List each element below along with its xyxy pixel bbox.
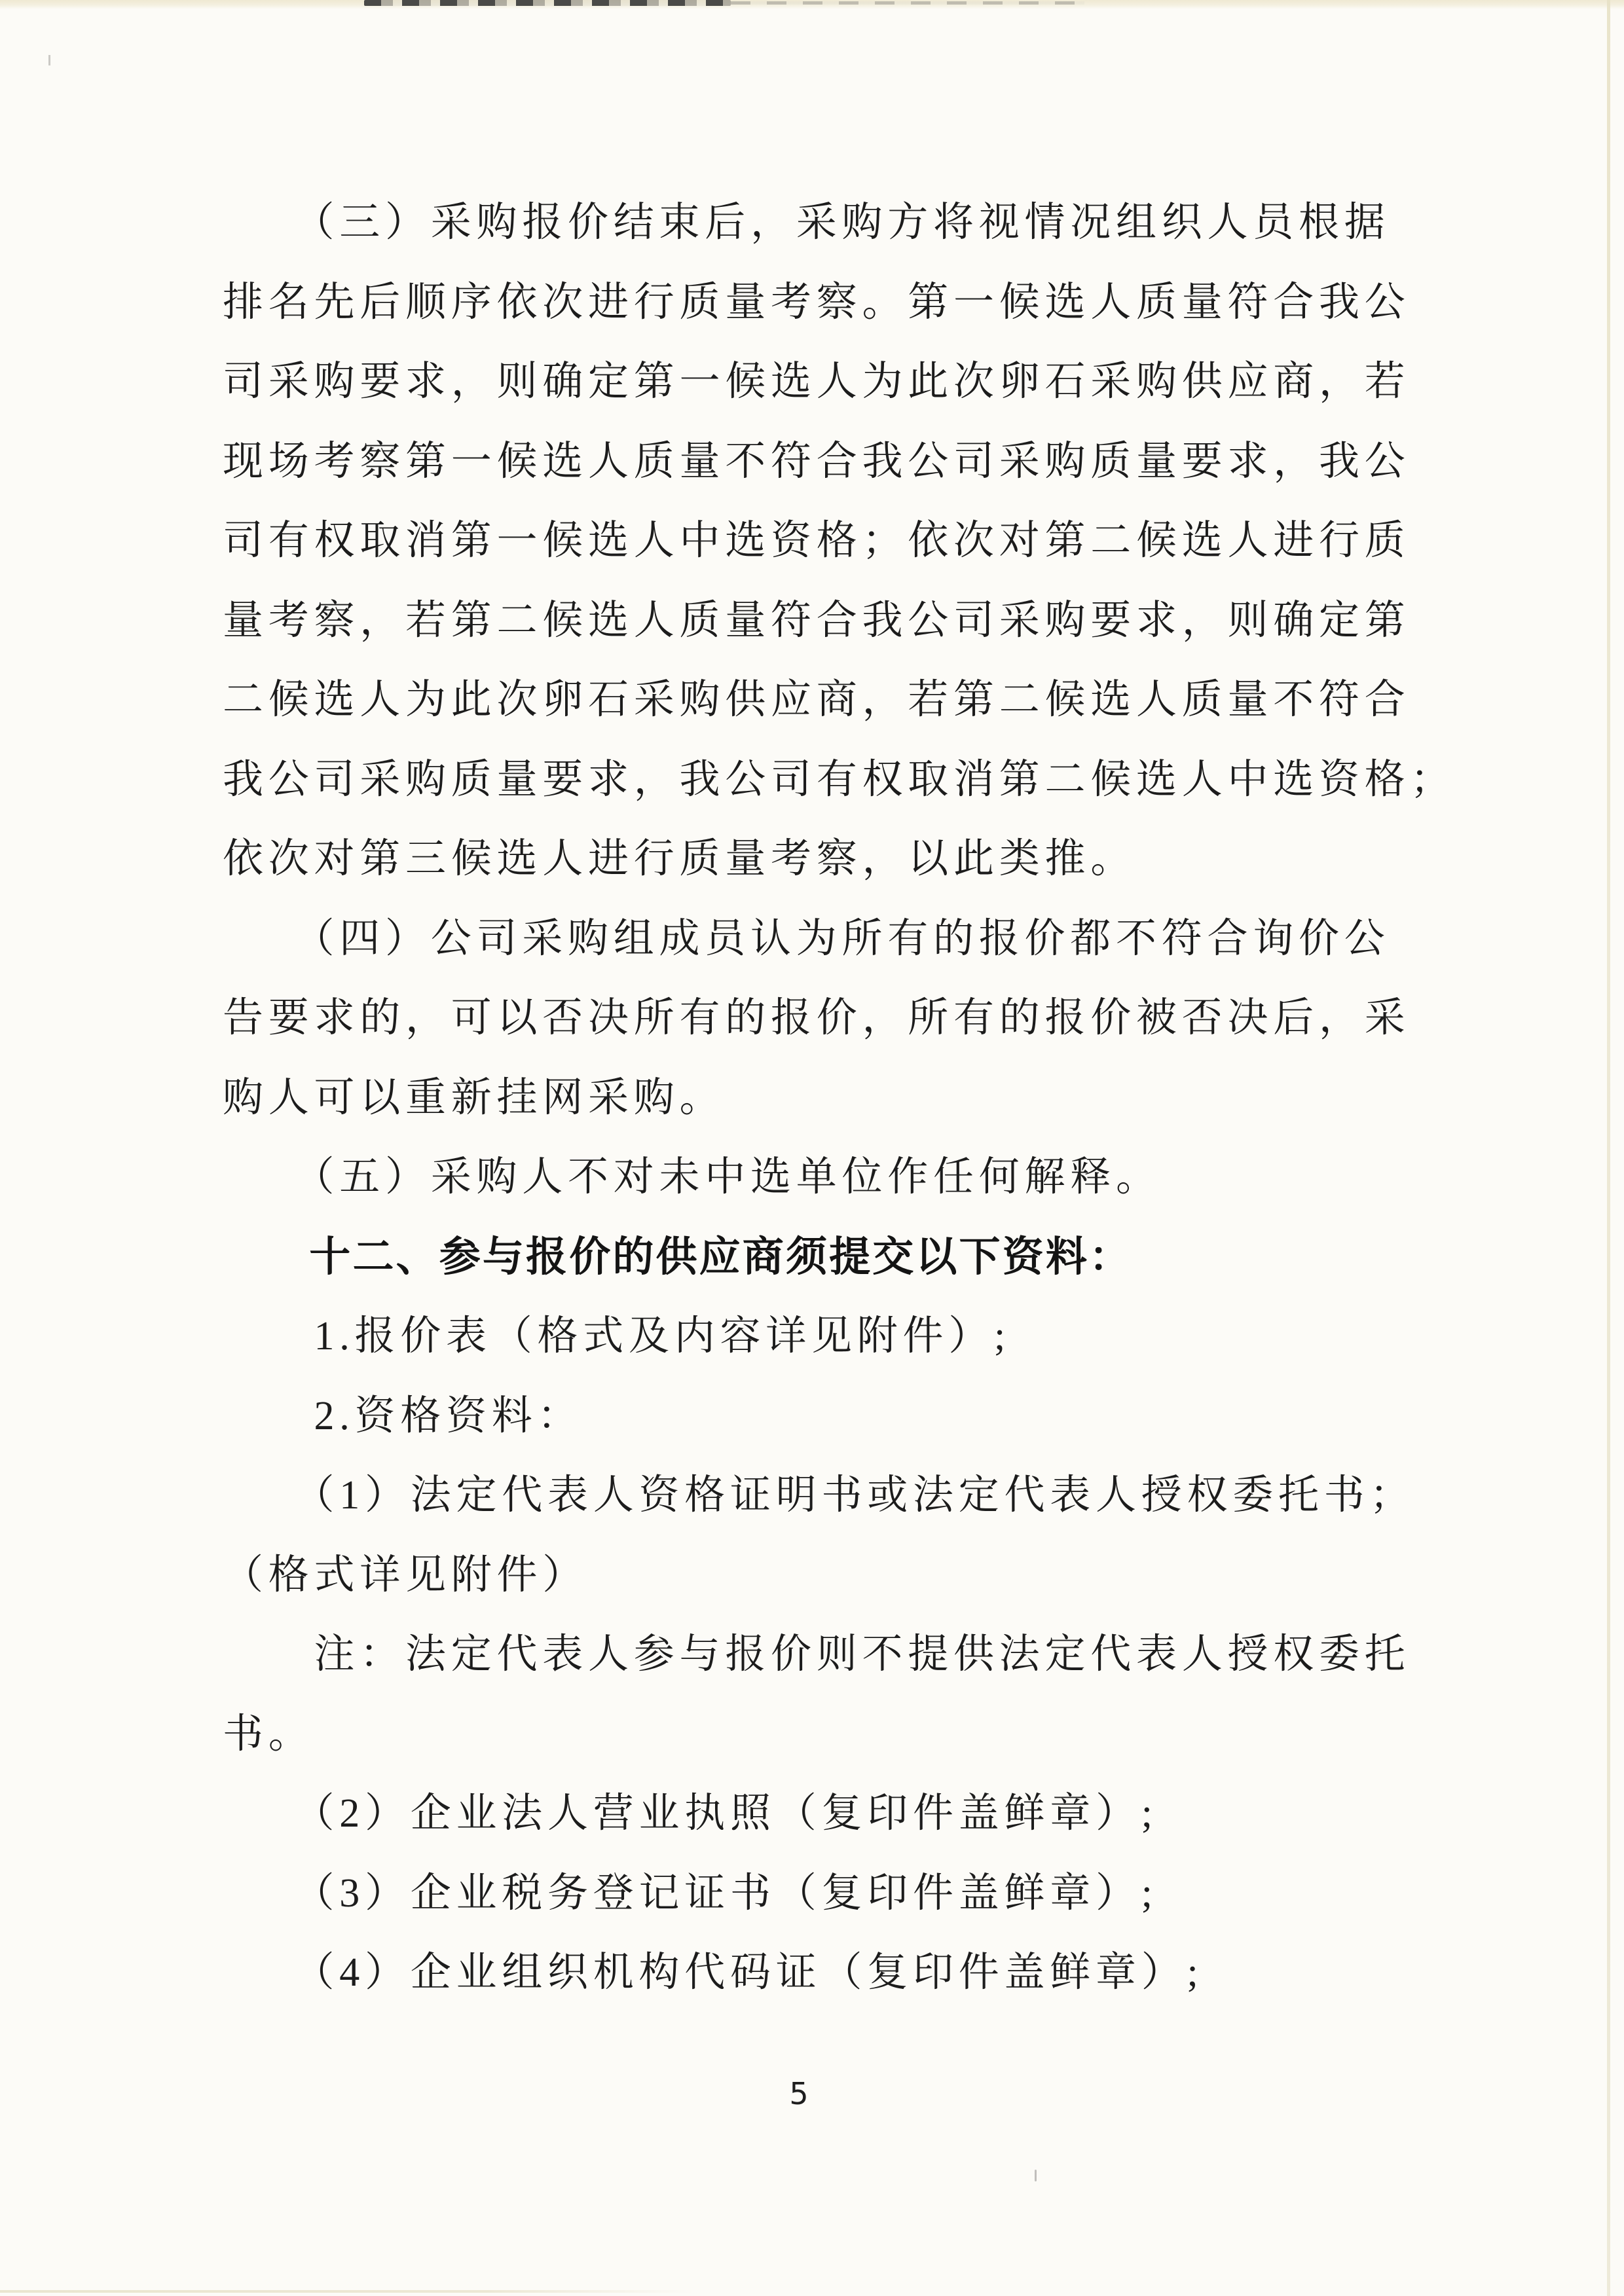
text-line: 告要求的，可以否决所有的报价，所有的报价被否决后，采 [223,996,1411,1040]
page-number: 5 [789,2076,809,2111]
text-line: （三）采购报价结束后，采购方将视情况组织人员根据 [223,200,1390,245]
text-line: 注：法定代表人参与报价则不提供法定代表人授权委托 [223,1632,1411,1677]
text-line: （4）企业组织机构代码证（复印件盖鲜章）; [223,1950,1204,1995]
text-line: 我公司采购质量要求，我公司有权取消第二候选人中选资格； [223,757,1456,802]
scan-artifact-right-crease [1607,0,1610,2296]
text-line: 现场考察第一候选人质量不符合我公司采购质量要求，我公 [223,439,1411,484]
section-heading: 十二、参与报价的供应商须提交以下资料： [223,1233,1133,1280]
text-line: 购人可以重新挂网采购。 [223,1075,726,1120]
scan-artifact-gray-streak [731,1,1084,5]
text-line: 二候选人为此次卵石采购供应商，若第二候选人质量不符合 [223,678,1411,722]
text-line: （2）企业法人营业执照（复印件盖鲜章）; [223,1791,1158,1836]
text-block [223,183,1456,2013]
text-line: 书。 [223,1711,314,1757]
text-line: （五）采购人不对未中选单位作任何解释。 [223,1155,1162,1199]
text-line: 依次对第三候选人进行质量考察，以此类推。 [223,837,1137,881]
text-line: 2.资格资料： [223,1393,583,1438]
text-line: （格式详见附件） [223,1552,589,1597]
text-line: 1.报价表（格式及内容详见附件）; [223,1314,1010,1358]
text-line: 司有权取消第一候选人中选资格；依次对第二候选人进行质 [223,519,1411,563]
scan-artifact-left-tick [48,55,50,65]
text-line: 排名先后顺序依次进行质量考察。第一候选人质量符合我公 [223,280,1411,325]
scan-artifact-speck [1035,2170,1037,2181]
text-line: 量考察，若第二候选人质量符合我公司采购要求，则确定第 [223,598,1411,643]
text-line: 司采购要求，则确定第一候选人为此次卵石采购供应商，若 [223,359,1411,404]
text-line: （四）公司采购组成员认为所有的报价都不符合询价公 [223,916,1390,961]
scan-artifact-bottom-line [0,2290,694,2293]
text-line: （1）法定代表人资格证明书或法定代表人授权委托书； [223,1473,1416,1518]
scan-artifact-dark-streak [364,0,731,6]
text-line: （3）企业税务登记证书（复印件盖鲜章）; [223,1870,1158,1916]
